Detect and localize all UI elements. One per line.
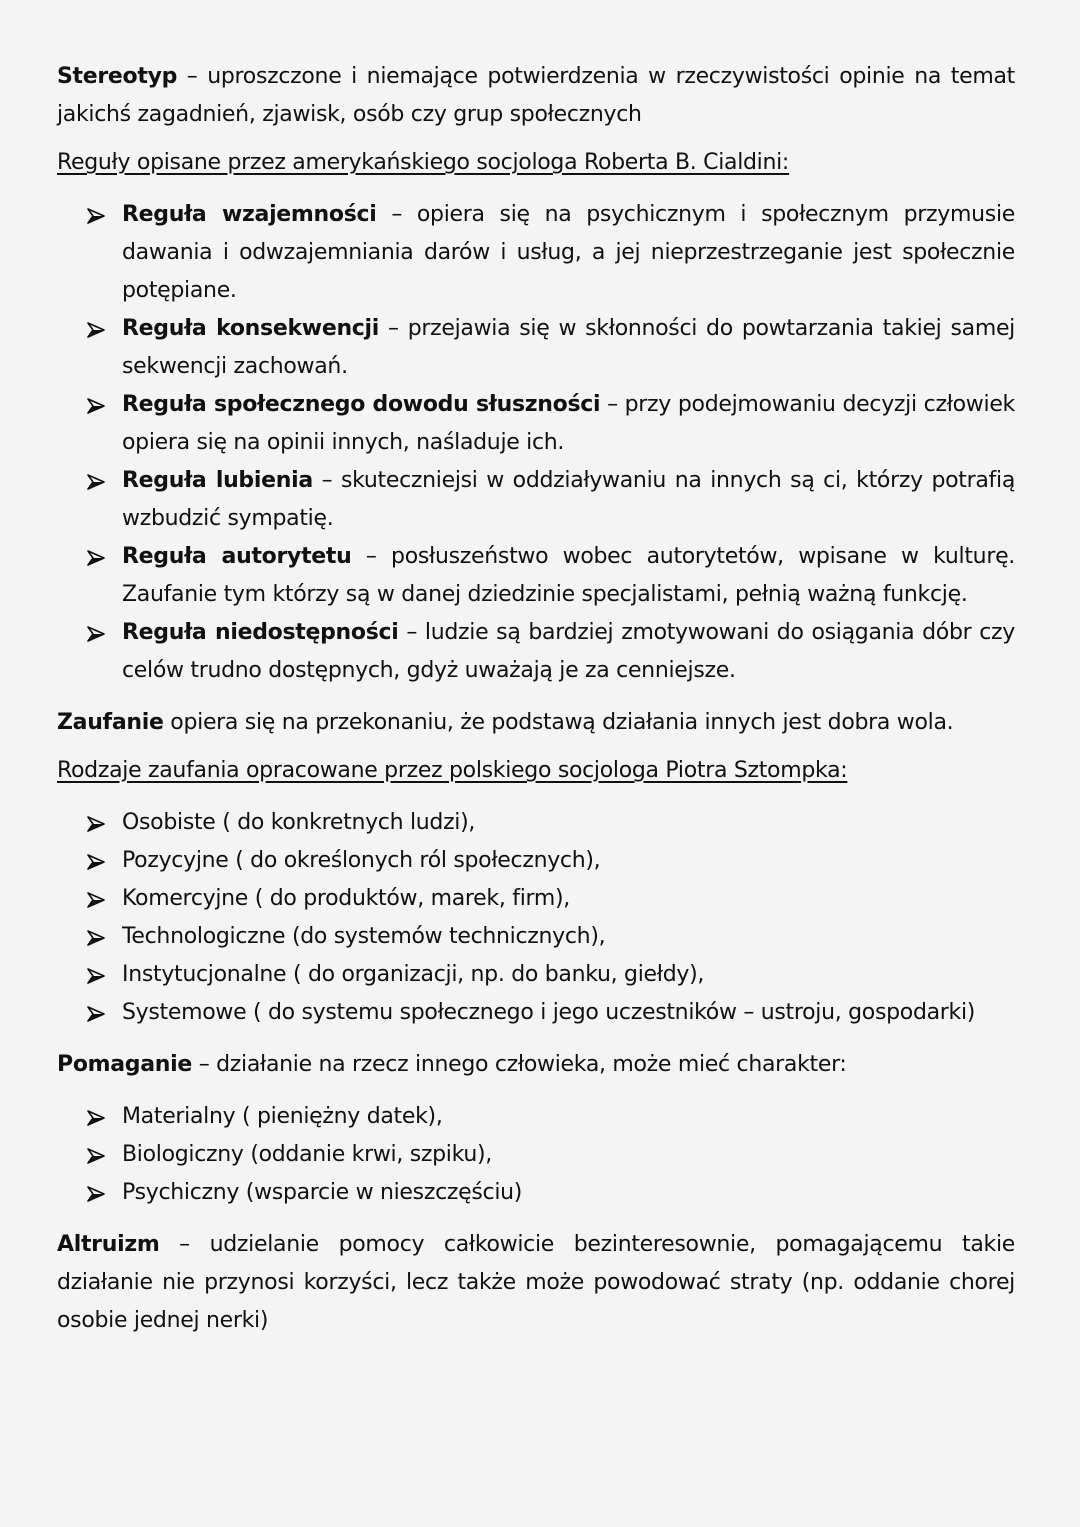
rule-item (57, 538, 1015, 614)
help-type-text: Biologiczny (oddanie krwi, szpiku), (122, 1142, 492, 1167)
help-type-item (57, 1098, 1015, 1136)
trust-type-item (57, 918, 1015, 956)
trust-type-text: Technologiczne (do systemów technicznych), (122, 924, 606, 949)
rule-term: Reguła konsekwencji (122, 316, 380, 341)
rule-text: – ludzie są bardziej zmotywowani do osiągania dóbr czy celów trudno dostępnych, gdyż uważają je za cenniejsze. (122, 620, 1015, 683)
rule-term: Reguła autorytetu (122, 544, 352, 569)
arrow-bullet-icon (87, 398, 105, 414)
help-type-text: Psychiczny (wsparcie w nieszczęściu) (122, 1180, 523, 1205)
pomaganie-definition (57, 1046, 1015, 1084)
trust-type-item (57, 956, 1015, 994)
rule-term: Reguła lubienia (122, 468, 313, 493)
arrow-bullet-icon (87, 322, 105, 338)
cialdini-heading: Reguły opisane przez amerykańskiego socjologa Roberta B. Cialdini: (57, 150, 790, 175)
trust-type-text: Komercyjne ( do produktów, marek, firm), (122, 886, 570, 911)
altruizm-text: – udzielanie pomocy całkowicie bezinteresownie, pomagającemu takie działanie nie przynosi korzyści, lecz także może powodować straty (np. oddanie chorej osobie jednej nerki) (57, 1232, 1015, 1333)
arrow-bullet-icon (87, 892, 105, 908)
rule-item (57, 462, 1015, 538)
arrow-bullet-icon (87, 816, 105, 832)
help-type-item (57, 1174, 1015, 1212)
arrow-bullet-icon (87, 1186, 105, 1202)
pomaganie-text: – działanie na rzecz innego człowieka, może mieć charakter: (192, 1052, 847, 1077)
stereotyp-text: – uproszczone i niemające potwierdzenia w rzeczywistości opinie na temat jakichś zagadnień, zjawisk, osób czy grup społecznych (57, 64, 1015, 127)
rule-text: – przy podejmowaniu decyzji człowiek opiera się na opinii innych, naśladuje ich. (122, 392, 1015, 455)
trust-type-item (57, 994, 1015, 1032)
arrow-bullet-icon (87, 854, 105, 870)
trust-type-text: Systemowe ( do systemu społecznego i jego uczestników – ustroju, gospodarki) (122, 1000, 976, 1025)
rule-text: – opiera się na psychicznym i społecznym przymusie dawania i odwzajemniania darów i usług, a jej nieprzestrzeganie jest społecznie potępiane. (122, 202, 1015, 303)
zaufanie-definition (57, 704, 1015, 742)
rule-text: – posłuszeństwo wobec autorytetów, wpisane w kulturę. Zaufanie tym którzy są w danej dziedzinie specjalistami, pełnią ważną funkcję. (122, 544, 1016, 607)
arrow-bullet-icon (87, 930, 105, 946)
term-pomaganie: Pomaganie (57, 1052, 193, 1077)
term-altruizm: Altruizm (57, 1232, 160, 1257)
document-page (57, 58, 1015, 1340)
altruizm-definition (57, 1226, 1015, 1340)
trust-type-text: Pozycyjne ( do określonych ról społecznych), (122, 848, 601, 873)
zaufanie-text: opiera się na przekonaniu, że podstawą działania innych jest dobra wola. (163, 710, 954, 735)
arrow-bullet-icon (87, 626, 105, 642)
trust-type-text: Osobiste ( do konkretnych ludzi), (122, 810, 476, 835)
rule-term: Reguła społecznego dowodu słuszności (122, 392, 601, 417)
rule-text: – skuteczniejsi w oddziaływaniu na innych są ci, którzy potrafią wzbudzić sympatię. (122, 468, 1015, 531)
help-type-item (57, 1136, 1015, 1174)
rule-term: Reguła wzajemności (122, 202, 377, 227)
rule-term: Reguła niedostępności (122, 620, 399, 645)
arrow-bullet-icon (87, 968, 105, 984)
arrow-bullet-icon (87, 550, 105, 566)
help-type-text: Materialny ( pieniężny datek), (122, 1104, 443, 1129)
arrow-bullet-icon (87, 208, 105, 224)
rule-item (57, 196, 1015, 310)
trust-type-item (57, 804, 1015, 842)
arrow-bullet-icon (87, 1148, 105, 1164)
rule-item (57, 386, 1015, 462)
trust-type-text: Instytucjonalne ( do organizacji, np. do banku, giełdy), (122, 962, 705, 987)
trust-type-item (57, 880, 1015, 918)
term-stereotyp: Stereotyp (57, 64, 178, 89)
arrow-bullet-icon (87, 474, 105, 490)
cialdini-rules-list (57, 196, 1015, 690)
rule-item (57, 310, 1015, 386)
arrow-bullet-icon (87, 1006, 105, 1022)
rule-text: – przejawia się w skłonności do powtarzania takiej samej sekwencji zachowań. (122, 316, 1015, 379)
arrow-bullet-icon (87, 1110, 105, 1126)
rule-item (57, 614, 1015, 690)
stereotyp-definition (57, 58, 1015, 134)
trust-types-list (57, 804, 1015, 1032)
trust-type-item (57, 842, 1015, 880)
term-zaufanie: Zaufanie (57, 710, 164, 735)
sztompka-heading: Rodzaje zaufania opracowane przez polskiego socjologa Piotra Sztompka: (57, 758, 848, 783)
help-types-list (57, 1098, 1015, 1212)
